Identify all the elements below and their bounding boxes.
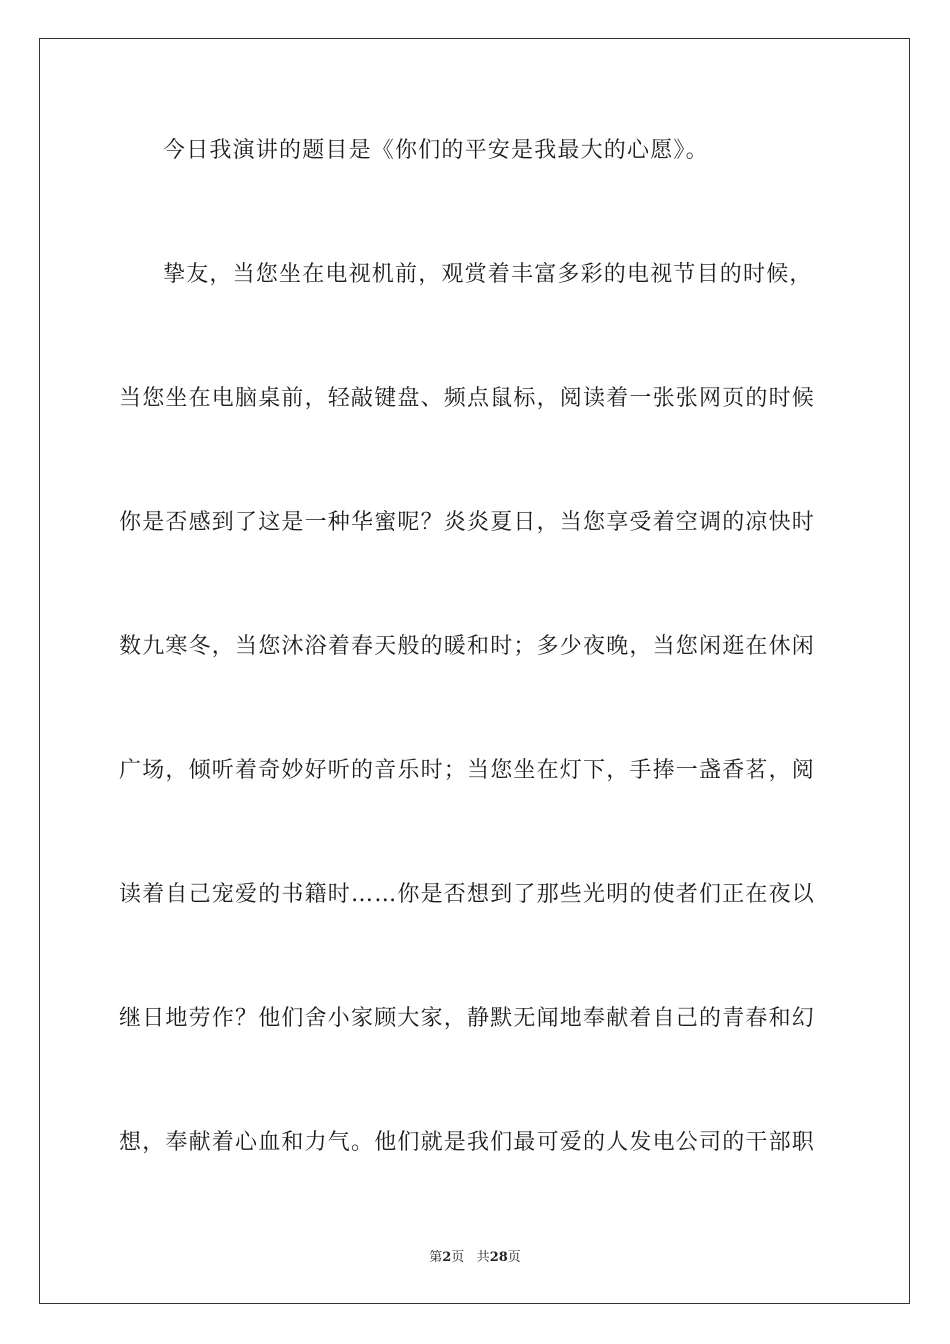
paragraph-line-6: 广场，倾听着奇妙好听的音乐时；当您坐在灯下，手捧一盏香茗，阅	[119, 758, 816, 783]
page-suffix: 页	[451, 1250, 465, 1265]
paragraph-line-5: 数九寒冬，当您沐浴着春天般的暖和时；多少夜晚，当您闲逛在休闲	[119, 634, 816, 659]
paragraph-line-2: 挚友，当您坐在电视机前，观赏着丰富多彩的电视节目的时候，	[163, 262, 813, 287]
paragraph-line-4: 你是否感到了这是一种华蜜呢？炎炎夏日，当您享受着空调的凉快时	[119, 510, 816, 535]
paragraph-line-8: 继日地劳作？他们舍小家顾大家，静默无闻地奉献着自己的青春和幻	[119, 1006, 816, 1031]
paragraph-line-1: 今日我演讲的题目是《你们的平安是我最大的心愿》。	[163, 138, 709, 163]
page-border	[39, 38, 910, 1304]
paragraph-line-9: 想，奉献着心血和力气。他们就是我们最可爱的人发电公司的干部职	[119, 1130, 816, 1155]
total-suffix: 页	[507, 1250, 521, 1265]
paragraph-line-3: 当您坐在电脑桌前，轻敲键盘、频点鼠标，阅读着一张张网页的时候	[119, 386, 816, 411]
paragraph-line-7: 读着自己宠爱的书籍时……你是否想到了那些光明的使者们正在夜以	[119, 882, 816, 907]
page-number: 2	[442, 1250, 452, 1265]
page-footer	[0, 1246, 950, 1265]
total-pages: 28	[489, 1250, 508, 1265]
total-prefix: 共	[476, 1250, 490, 1265]
page-prefix: 第	[429, 1250, 443, 1265]
